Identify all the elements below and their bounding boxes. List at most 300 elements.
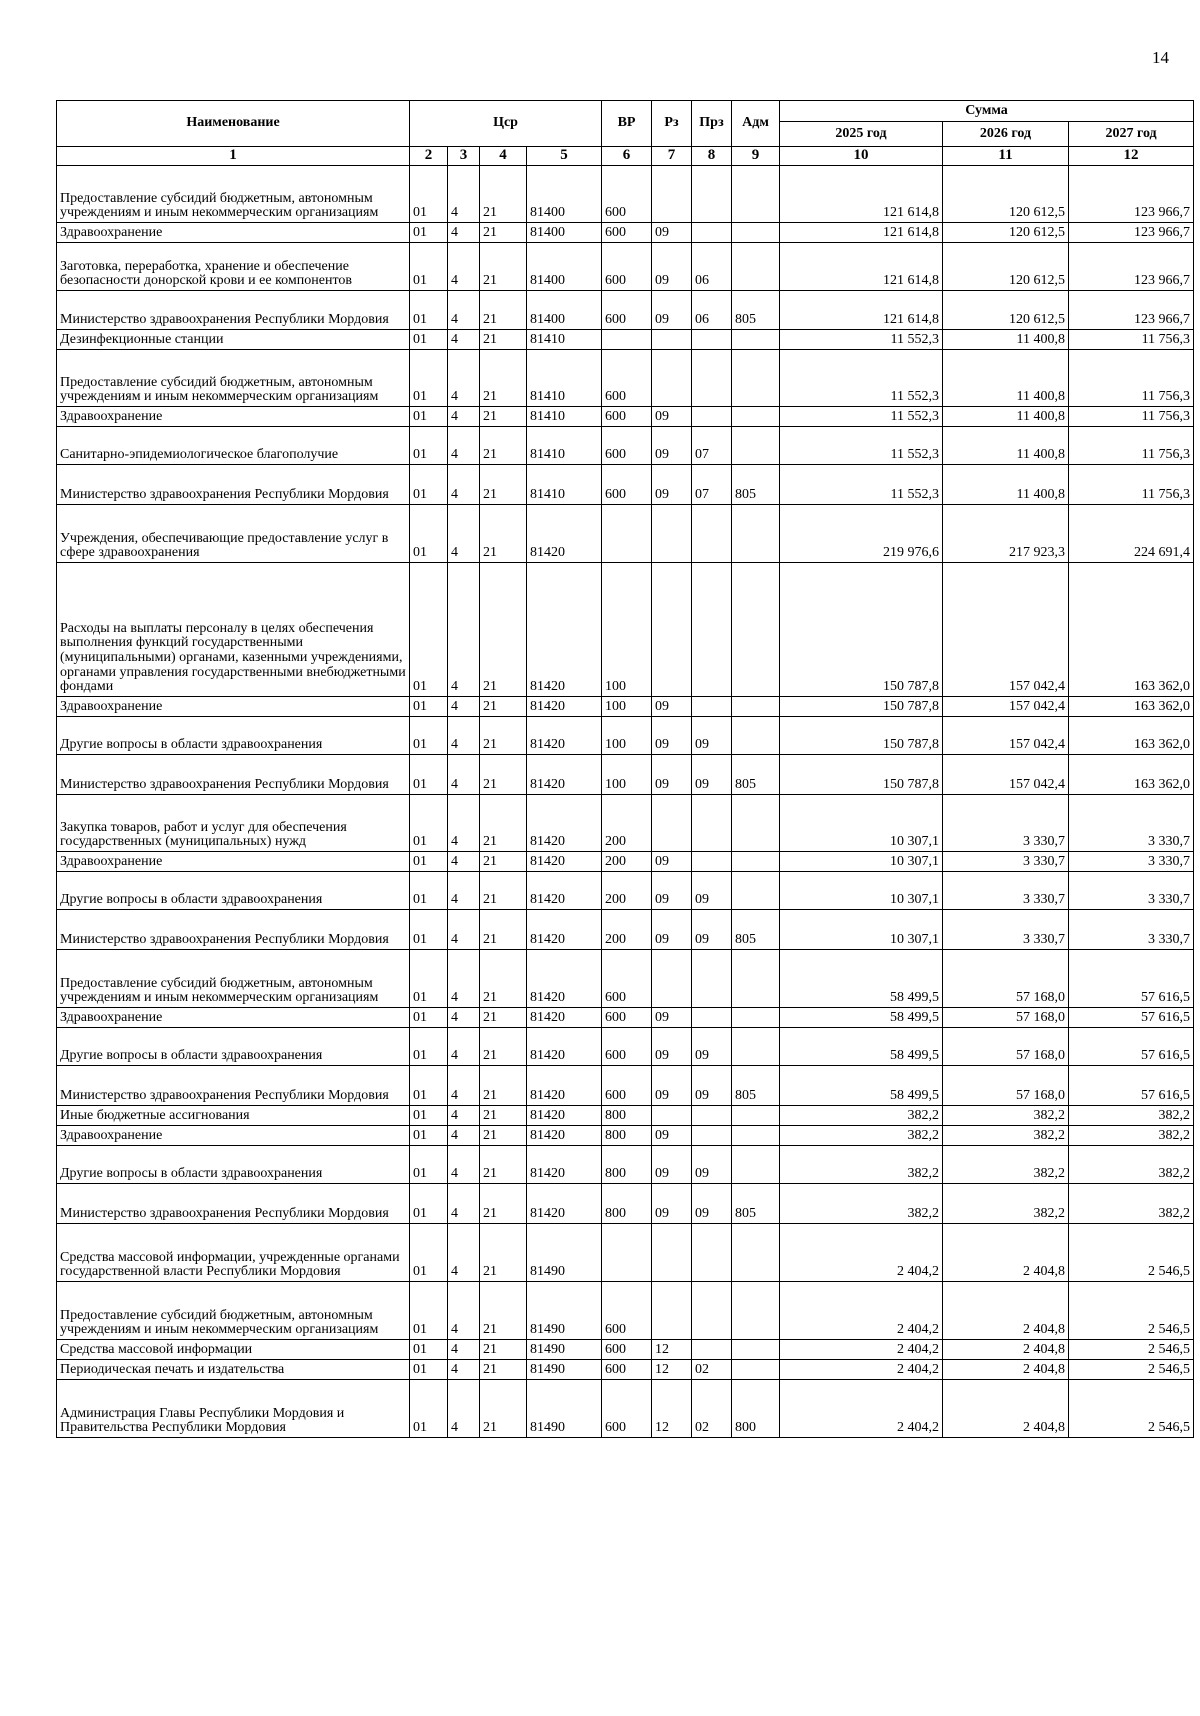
- cell-sum-2027: 3 330,7: [1069, 852, 1194, 872]
- cell-name: Санитарно-эпидемиологическое благополучие: [57, 427, 410, 465]
- cell-subprogram: 4: [448, 1224, 480, 1282]
- cell-event: 21: [480, 795, 527, 852]
- cell-adm: [732, 1224, 780, 1282]
- cell-sum-2027: 57 616,5: [1069, 1028, 1194, 1066]
- cell-direction: 81420: [527, 717, 602, 755]
- cell-adm: [732, 872, 780, 910]
- cell-event: 21: [480, 166, 527, 223]
- cell-sum-2025: 11 552,3: [780, 427, 943, 465]
- cell-subprogram: 4: [448, 1008, 480, 1028]
- cell-sum-2026: 11 400,8: [943, 350, 1069, 407]
- cell-vr: [602, 505, 652, 563]
- table-row: [57, 166, 1194, 223]
- cell-adm: [732, 166, 780, 223]
- cell-subprogram: 4: [448, 1360, 480, 1380]
- cell-direction: 81490: [527, 1282, 602, 1340]
- cell-adm: [732, 1028, 780, 1066]
- cell-program: 01: [410, 243, 448, 291]
- cell-name: Закупка товаров, работ и услуг для обеспечения государственных (муниципальных) нужд: [57, 795, 410, 852]
- cell-vr: 800: [602, 1146, 652, 1184]
- cell-adm: [732, 1360, 780, 1380]
- table-row: [57, 755, 1194, 795]
- cell-adm: 805: [732, 910, 780, 950]
- cell-vr: 100: [602, 563, 652, 697]
- cell-event: 21: [480, 1066, 527, 1106]
- cell-prz: 07: [692, 427, 732, 465]
- cell-program: 01: [410, 407, 448, 427]
- cell-direction: 81420: [527, 950, 602, 1008]
- cell-adm: 805: [732, 465, 780, 505]
- cell-event: 21: [480, 1008, 527, 1028]
- cell-direction: 81410: [527, 350, 602, 407]
- cell-sum-2027: 2 546,5: [1069, 1340, 1194, 1360]
- table-row: [57, 407, 1194, 427]
- cell-sum-2027: 3 330,7: [1069, 872, 1194, 910]
- cell-adm: [732, 223, 780, 243]
- cell-prz: 09: [692, 872, 732, 910]
- cell-program: 01: [410, 1340, 448, 1360]
- cell-program: 01: [410, 910, 448, 950]
- cell-sum-2027: 163 362,0: [1069, 717, 1194, 755]
- cell-event: 21: [480, 1106, 527, 1126]
- table-row: [57, 465, 1194, 505]
- cell-prz: 09: [692, 910, 732, 950]
- cell-name: Другие вопросы в области здравоохранения: [57, 1028, 410, 1066]
- cell-name: Здравоохранение: [57, 407, 410, 427]
- cell-adm: [732, 717, 780, 755]
- cell-event: 21: [480, 717, 527, 755]
- cell-event: 21: [480, 1028, 527, 1066]
- cell-sum-2025: 11 552,3: [780, 350, 943, 407]
- cell-rz: 09: [652, 755, 692, 795]
- cell-prz: [692, 1282, 732, 1340]
- cell-direction: 81400: [527, 166, 602, 223]
- cell-name: Предоставление субсидий бюджетным, автономным учреждениям и иным некоммерческим организациям: [57, 350, 410, 407]
- cell-subprogram: 4: [448, 166, 480, 223]
- cell-event: 21: [480, 1380, 527, 1438]
- cell-sum-2026: 3 330,7: [943, 852, 1069, 872]
- cell-prz: 09: [692, 1184, 732, 1224]
- cell-sum-2026: 120 612,5: [943, 166, 1069, 223]
- cell-program: 01: [410, 1066, 448, 1106]
- cell-subprogram: 4: [448, 795, 480, 852]
- cell-event: 21: [480, 243, 527, 291]
- cell-sum-2026: 382,2: [943, 1126, 1069, 1146]
- cell-prz: [692, 407, 732, 427]
- cell-event: 21: [480, 1224, 527, 1282]
- cell-name: Иные бюджетные ассигнования: [57, 1106, 410, 1126]
- cell-adm: [732, 1340, 780, 1360]
- cell-subprogram: 4: [448, 1184, 480, 1224]
- cell-sum-2027: 57 616,5: [1069, 1066, 1194, 1106]
- cell-subprogram: 4: [448, 1126, 480, 1146]
- header-adm: Адм: [732, 101, 780, 147]
- cell-sum-2025: 121 614,8: [780, 223, 943, 243]
- cell-adm: [732, 950, 780, 1008]
- cell-name: Министерство здравоохранения Республики Мордовия: [57, 1066, 410, 1106]
- cell-sum-2026: 382,2: [943, 1106, 1069, 1126]
- table-row: [57, 1340, 1194, 1360]
- cell-sum-2027: 11 756,3: [1069, 407, 1194, 427]
- cell-vr: 600: [602, 950, 652, 1008]
- cell-sum-2026: 3 330,7: [943, 795, 1069, 852]
- cell-sum-2025: 150 787,8: [780, 755, 943, 795]
- cell-prz: 09: [692, 755, 732, 795]
- cell-program: 01: [410, 1380, 448, 1438]
- cell-sum-2027: 123 966,7: [1069, 223, 1194, 243]
- cell-subprogram: 4: [448, 243, 480, 291]
- cell-vr: 600: [602, 166, 652, 223]
- table-row: [57, 291, 1194, 330]
- cell-sum-2027: 224 691,4: [1069, 505, 1194, 563]
- cell-adm: [732, 1008, 780, 1028]
- table-row: [57, 872, 1194, 910]
- cell-subprogram: 4: [448, 1106, 480, 1126]
- cell-prz: [692, 1126, 732, 1146]
- cell-sum-2027: 382,2: [1069, 1184, 1194, 1224]
- cell-program: 01: [410, 505, 448, 563]
- cell-prz: 07: [692, 465, 732, 505]
- cell-sum-2025: 382,2: [780, 1106, 943, 1126]
- cell-vr: 600: [602, 465, 652, 505]
- cell-direction: 81420: [527, 795, 602, 852]
- cell-direction: 81420: [527, 755, 602, 795]
- cell-sum-2026: 3 330,7: [943, 910, 1069, 950]
- cell-sum-2025: 58 499,5: [780, 950, 943, 1008]
- cell-subprogram: 4: [448, 291, 480, 330]
- cell-direction: 81420: [527, 1028, 602, 1066]
- header-csr: Цср: [410, 101, 602, 147]
- cell-prz: 09: [692, 1028, 732, 1066]
- table-row: [57, 910, 1194, 950]
- cell-direction: 81420: [527, 872, 602, 910]
- cell-vr: 600: [602, 1028, 652, 1066]
- cell-rz: 09: [652, 427, 692, 465]
- cell-subprogram: 4: [448, 223, 480, 243]
- cell-sum-2027: 2 546,5: [1069, 1224, 1194, 1282]
- cell-direction: 81490: [527, 1360, 602, 1380]
- cell-sum-2027: 11 756,3: [1069, 465, 1194, 505]
- table-row: [57, 1066, 1194, 1106]
- cell-program: 01: [410, 1126, 448, 1146]
- cell-subprogram: 4: [448, 330, 480, 350]
- cell-program: 01: [410, 1008, 448, 1028]
- cell-sum-2026: 11 400,8: [943, 427, 1069, 465]
- cell-rz: 09: [652, 465, 692, 505]
- cell-subprogram: 4: [448, 563, 480, 697]
- cell-vr: 800: [602, 1106, 652, 1126]
- cell-sum-2026: 120 612,5: [943, 291, 1069, 330]
- cell-direction: 81420: [527, 852, 602, 872]
- column-number: 9: [732, 147, 780, 166]
- cell-sum-2026: 3 330,7: [943, 872, 1069, 910]
- cell-sum-2026: 157 042,4: [943, 563, 1069, 697]
- cell-subprogram: 4: [448, 427, 480, 465]
- cell-sum-2026: 11 400,8: [943, 330, 1069, 350]
- cell-adm: [732, 505, 780, 563]
- cell-sum-2025: 10 307,1: [780, 910, 943, 950]
- cell-name: Министерство здравоохранения Республики Мордовия: [57, 291, 410, 330]
- cell-sum-2025: 11 552,3: [780, 330, 943, 350]
- cell-prz: [692, 563, 732, 697]
- cell-prz: [692, 1224, 732, 1282]
- cell-prz: [692, 350, 732, 407]
- cell-sum-2025: 121 614,8: [780, 291, 943, 330]
- cell-prz: [692, 505, 732, 563]
- cell-sum-2025: 10 307,1: [780, 852, 943, 872]
- cell-name: Другие вопросы в области здравоохранения: [57, 717, 410, 755]
- cell-sum-2027: 3 330,7: [1069, 795, 1194, 852]
- cell-name: Средства массовой информации: [57, 1340, 410, 1360]
- cell-vr: 600: [602, 427, 652, 465]
- cell-direction: 81410: [527, 427, 602, 465]
- cell-direction: 81420: [527, 697, 602, 717]
- cell-rz: [652, 350, 692, 407]
- cell-rz: [652, 795, 692, 852]
- cell-program: 01: [410, 166, 448, 223]
- cell-sum-2025: 58 499,5: [780, 1008, 943, 1028]
- cell-name: Расходы на выплаты персоналу в целях обеспечения выполнения функций государственными (муниципальными) органами, казенными учреждениями, органами управления государственными внебюджетными фондами: [57, 563, 410, 697]
- cell-event: 21: [480, 910, 527, 950]
- cell-sum-2025: 10 307,1: [780, 872, 943, 910]
- cell-event: 21: [480, 1126, 527, 1146]
- cell-vr: 600: [602, 291, 652, 330]
- header-year-2027: 2027 год: [1069, 122, 1194, 147]
- column-numbers-row: [57, 147, 1194, 166]
- table-row: [57, 1126, 1194, 1146]
- cell-subprogram: 4: [448, 1282, 480, 1340]
- table-row: [57, 505, 1194, 563]
- header-sum: Сумма: [780, 101, 1194, 122]
- cell-program: 01: [410, 1282, 448, 1340]
- cell-rz: 12: [652, 1340, 692, 1360]
- cell-sum-2027: 3 330,7: [1069, 910, 1194, 950]
- header-rz: Рз: [652, 101, 692, 147]
- cell-sum-2026: 2 404,8: [943, 1340, 1069, 1360]
- cell-rz: [652, 1282, 692, 1340]
- cell-sum-2026: 57 168,0: [943, 950, 1069, 1008]
- cell-sum-2026: 157 042,4: [943, 697, 1069, 717]
- cell-rz: 12: [652, 1360, 692, 1380]
- cell-sum-2027: 123 966,7: [1069, 291, 1194, 330]
- cell-adm: [732, 563, 780, 697]
- cell-rz: 12: [652, 1380, 692, 1438]
- cell-program: 01: [410, 350, 448, 407]
- cell-program: 01: [410, 291, 448, 330]
- cell-name: Администрация Главы Республики Мордовия и Правительства Республики Мордовия: [57, 1380, 410, 1438]
- cell-rz: 09: [652, 1184, 692, 1224]
- cell-adm: [732, 852, 780, 872]
- cell-vr: 100: [602, 717, 652, 755]
- cell-sum-2027: 11 756,3: [1069, 427, 1194, 465]
- cell-program: 01: [410, 427, 448, 465]
- cell-name: Средства массовой информации, учрежденные органами государственной власти Республики Мордовия: [57, 1224, 410, 1282]
- cell-program: 01: [410, 950, 448, 1008]
- table-row: [57, 1028, 1194, 1066]
- cell-vr: 600: [602, 223, 652, 243]
- cell-sum-2025: 150 787,8: [780, 697, 943, 717]
- cell-prz: [692, 852, 732, 872]
- cell-event: 21: [480, 755, 527, 795]
- cell-subprogram: 4: [448, 407, 480, 427]
- cell-sum-2026: 57 168,0: [943, 1066, 1069, 1106]
- cell-vr: 600: [602, 1360, 652, 1380]
- cell-rz: 09: [652, 910, 692, 950]
- cell-sum-2026: 11 400,8: [943, 465, 1069, 505]
- cell-sum-2027: 123 966,7: [1069, 166, 1194, 223]
- cell-sum-2025: 58 499,5: [780, 1028, 943, 1066]
- table-row: [57, 852, 1194, 872]
- cell-event: 21: [480, 1340, 527, 1360]
- cell-sum-2026: 120 612,5: [943, 223, 1069, 243]
- cell-rz: 09: [652, 1066, 692, 1106]
- cell-adm: [732, 1126, 780, 1146]
- cell-sum-2026: 2 404,8: [943, 1282, 1069, 1340]
- cell-program: 01: [410, 223, 448, 243]
- column-number: 1: [57, 147, 410, 166]
- cell-program: 01: [410, 563, 448, 697]
- cell-subprogram: 4: [448, 465, 480, 505]
- cell-adm: [732, 1146, 780, 1184]
- cell-event: 21: [480, 697, 527, 717]
- cell-event: 21: [480, 330, 527, 350]
- header-prz: Прз: [692, 101, 732, 147]
- cell-event: 21: [480, 872, 527, 910]
- cell-vr: 100: [602, 697, 652, 717]
- cell-program: 01: [410, 795, 448, 852]
- cell-rz: 09: [652, 1126, 692, 1146]
- cell-program: 01: [410, 465, 448, 505]
- table-row: [57, 950, 1194, 1008]
- cell-sum-2025: 2 404,2: [780, 1282, 943, 1340]
- cell-name: Предоставление субсидий бюджетным, автономным учреждениям и иным некоммерческим организациям: [57, 950, 410, 1008]
- cell-subprogram: 4: [448, 1066, 480, 1106]
- cell-sum-2027: 163 362,0: [1069, 697, 1194, 717]
- cell-rz: 09: [652, 407, 692, 427]
- cell-prz: 09: [692, 717, 732, 755]
- budget-table: [56, 100, 1194, 1438]
- cell-direction: 81420: [527, 505, 602, 563]
- cell-event: 21: [480, 465, 527, 505]
- cell-name: Другие вопросы в области здравоохранения: [57, 1146, 410, 1184]
- table-row: [57, 1224, 1194, 1282]
- cell-name: Здравоохранение: [57, 223, 410, 243]
- cell-name: Министерство здравоохранения Республики Мордовия: [57, 1184, 410, 1224]
- cell-direction: 81420: [527, 1184, 602, 1224]
- cell-name: Предоставление субсидий бюджетным, автономным учреждениям и иным некоммерческим организациям: [57, 166, 410, 223]
- table-row: [57, 243, 1194, 291]
- cell-program: 01: [410, 717, 448, 755]
- cell-event: 21: [480, 350, 527, 407]
- cell-adm: [732, 330, 780, 350]
- cell-name: Министерство здравоохранения Республики Мордовия: [57, 465, 410, 505]
- column-number: 12: [1069, 147, 1194, 166]
- cell-program: 01: [410, 852, 448, 872]
- table-row: [57, 717, 1194, 755]
- cell-subprogram: 4: [448, 1380, 480, 1438]
- cell-sum-2026: 11 400,8: [943, 407, 1069, 427]
- column-number: 3: [448, 147, 480, 166]
- cell-name: Предоставление субсидий бюджетным, автономным учреждениям и иным некоммерческим организациям: [57, 1282, 410, 1340]
- cell-subprogram: 4: [448, 350, 480, 407]
- cell-rz: 09: [652, 291, 692, 330]
- cell-direction: 81420: [527, 1066, 602, 1106]
- table-row: [57, 1184, 1194, 1224]
- column-number: 5: [527, 147, 602, 166]
- cell-subprogram: 4: [448, 755, 480, 795]
- cell-vr: 600: [602, 1008, 652, 1028]
- column-number: 4: [480, 147, 527, 166]
- cell-adm: [732, 350, 780, 407]
- cell-rz: [652, 166, 692, 223]
- cell-rz: [652, 1224, 692, 1282]
- cell-sum-2027: 123 966,7: [1069, 243, 1194, 291]
- cell-vr: 600: [602, 1380, 652, 1438]
- cell-vr: 600: [602, 407, 652, 427]
- cell-prz: [692, 223, 732, 243]
- cell-vr: 800: [602, 1126, 652, 1146]
- cell-vr: 200: [602, 910, 652, 950]
- cell-sum-2025: 382,2: [780, 1184, 943, 1224]
- cell-sum-2025: 382,2: [780, 1126, 943, 1146]
- cell-sum-2027: 163 362,0: [1069, 755, 1194, 795]
- cell-program: 01: [410, 1028, 448, 1066]
- cell-sum-2027: 382,2: [1069, 1126, 1194, 1146]
- table-row: [57, 697, 1194, 717]
- cell-prz: 06: [692, 291, 732, 330]
- cell-direction: 81400: [527, 243, 602, 291]
- cell-vr: 200: [602, 852, 652, 872]
- cell-vr: 600: [602, 243, 652, 291]
- cell-prz: 09: [692, 1146, 732, 1184]
- cell-sum-2027: 57 616,5: [1069, 1008, 1194, 1028]
- cell-rz: [652, 330, 692, 350]
- cell-sum-2026: 157 042,4: [943, 717, 1069, 755]
- cell-sum-2025: 150 787,8: [780, 717, 943, 755]
- table-row: [57, 1146, 1194, 1184]
- cell-direction: 81420: [527, 563, 602, 697]
- cell-vr: [602, 1224, 652, 1282]
- cell-name: Другие вопросы в области здравоохранения: [57, 872, 410, 910]
- cell-name: Здравоохранение: [57, 1008, 410, 1028]
- cell-rz: 09: [652, 1028, 692, 1066]
- cell-event: 21: [480, 950, 527, 1008]
- cell-adm: 805: [732, 1184, 780, 1224]
- cell-subprogram: 4: [448, 717, 480, 755]
- cell-subprogram: 4: [448, 505, 480, 563]
- cell-sum-2027: 57 616,5: [1069, 950, 1194, 1008]
- table-row: [57, 223, 1194, 243]
- cell-prz: [692, 1106, 732, 1126]
- table-row: [57, 350, 1194, 407]
- cell-name: Дезинфекционные станции: [57, 330, 410, 350]
- cell-event: 21: [480, 1282, 527, 1340]
- cell-name: Учреждения, обеспечивающие предоставление услуг в сфере здравоохранения: [57, 505, 410, 563]
- cell-subprogram: 4: [448, 852, 480, 872]
- cell-sum-2025: 2 404,2: [780, 1360, 943, 1380]
- cell-prz: [692, 1340, 732, 1360]
- header-year-2026: 2026 год: [943, 122, 1069, 147]
- cell-sum-2026: 57 168,0: [943, 1028, 1069, 1066]
- column-number: 2: [410, 147, 448, 166]
- cell-sum-2025: 10 307,1: [780, 795, 943, 852]
- cell-sum-2026: 2 404,8: [943, 1224, 1069, 1282]
- cell-adm: [732, 1106, 780, 1126]
- cell-sum-2027: 2 546,5: [1069, 1282, 1194, 1340]
- cell-prz: [692, 330, 732, 350]
- cell-event: 21: [480, 505, 527, 563]
- cell-adm: [732, 243, 780, 291]
